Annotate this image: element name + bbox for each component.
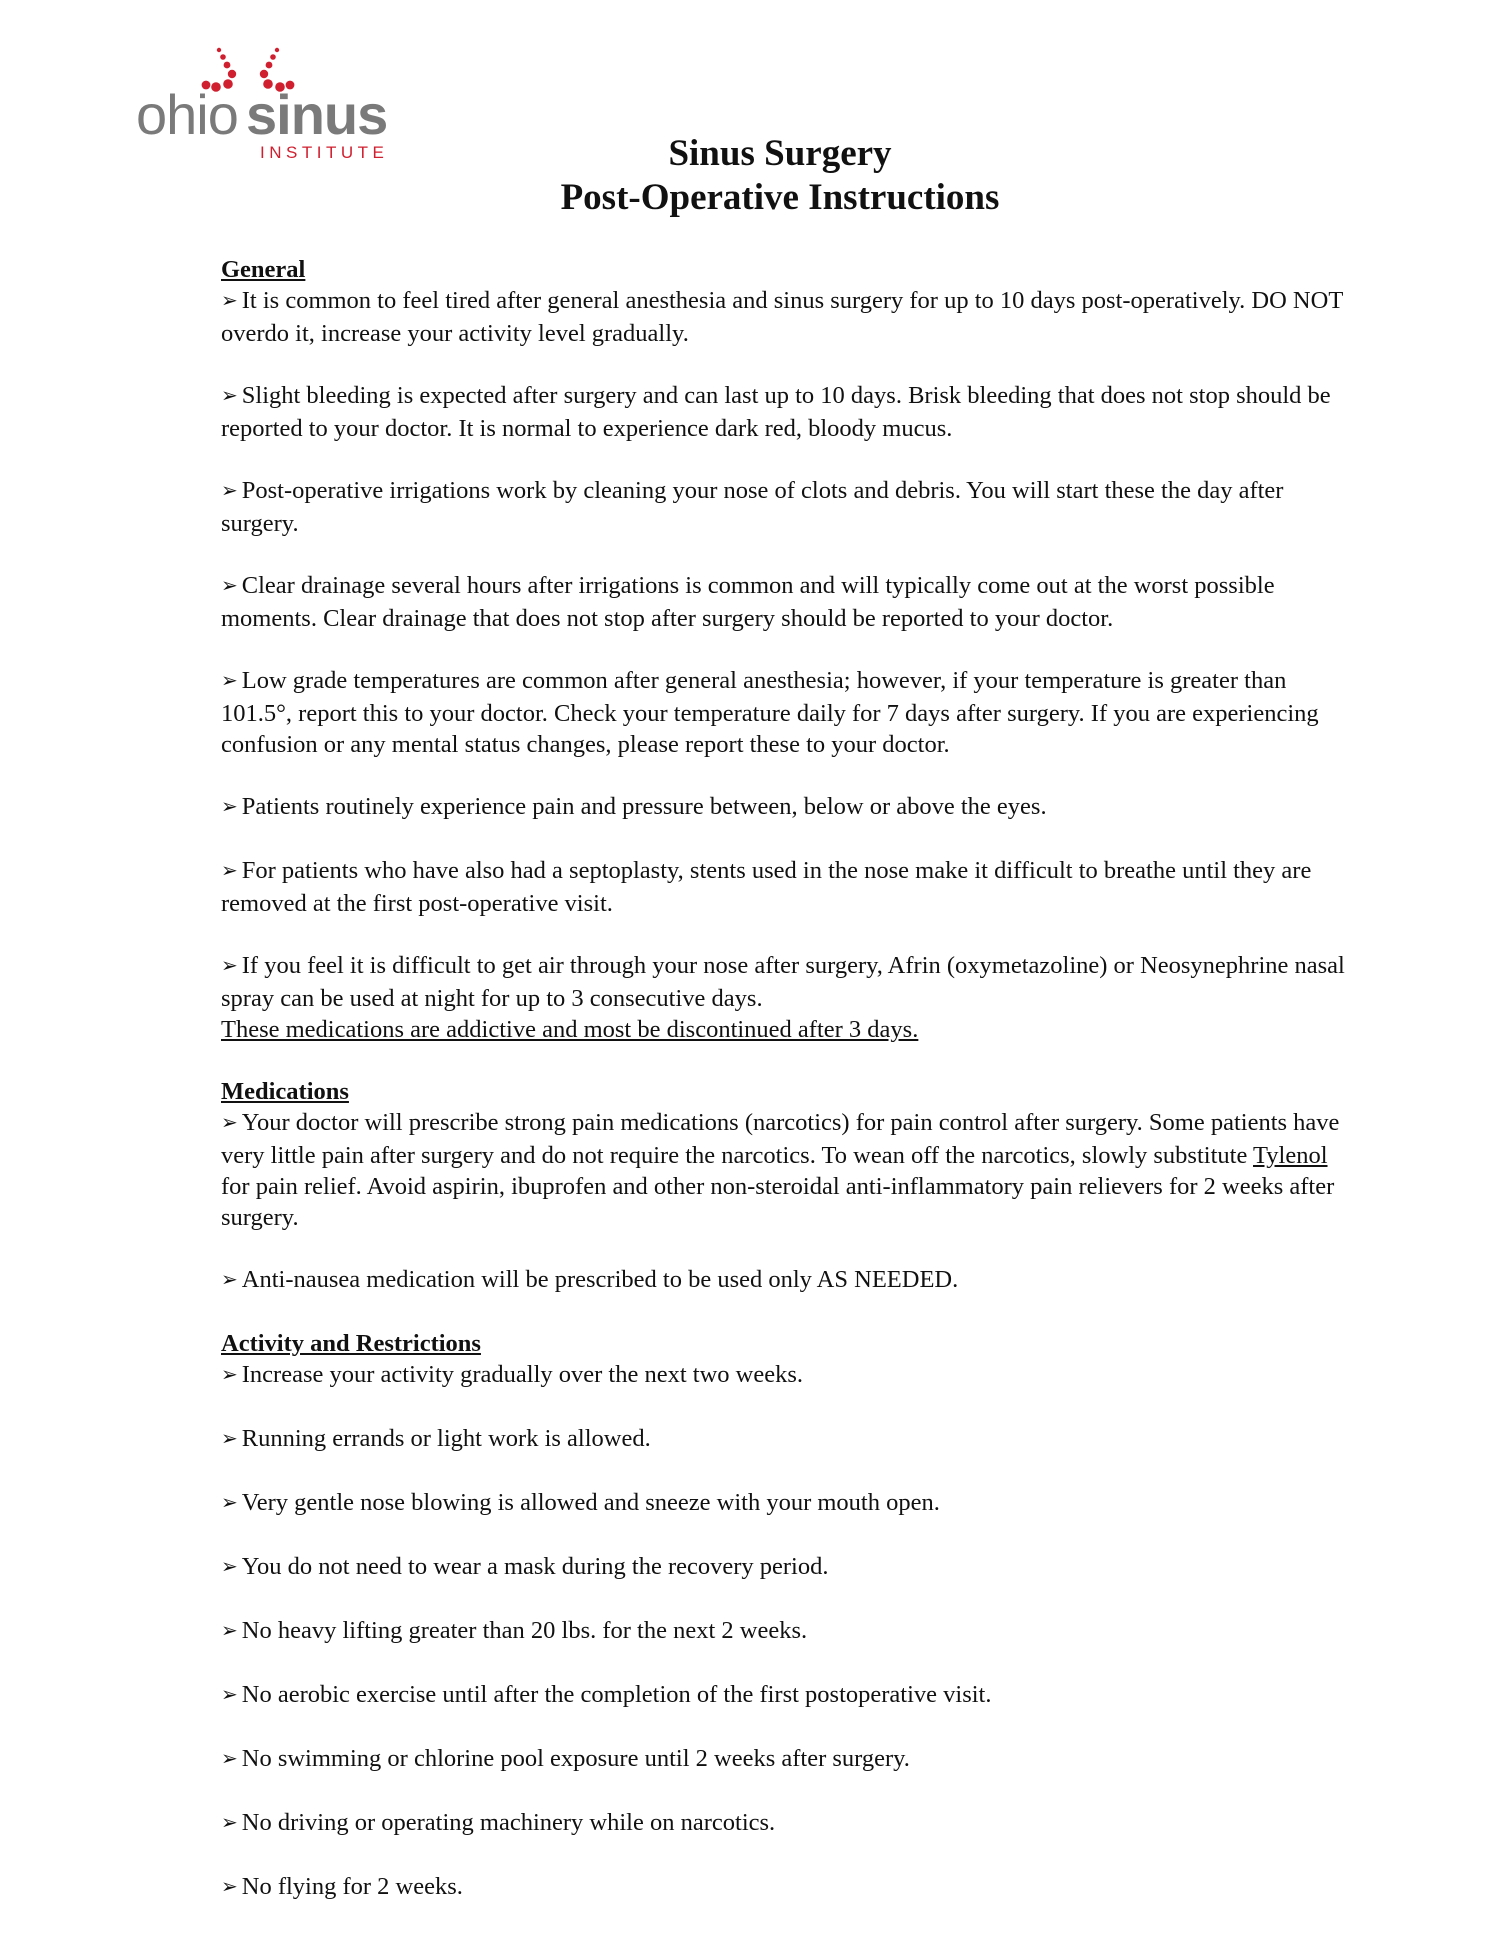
- arrow-bullet-icon: ➢: [221, 1620, 238, 1642]
- list-item-afrin: ➢ If you feel it is difficult to get air through your nose after surgery, Afrin (oxymetazoline) or Neosynephrine nasal spray can be used at night for up to 3 consecutive days. These medications are addictive and most be discontinued after 3 days.: [221, 952, 1345, 1043]
- list-item: ➢ You do not need to wear a mask during the recovery period.: [221, 1551, 1361, 1584]
- list-item: ➢ For patients who have also had a septoplasty, stents used in the nose make it difficult to breathe until they are removed at the first post-operative visit.: [221, 857, 1312, 917]
- tylenol-text: Tylenol: [1253, 1142, 1328, 1169]
- section-heading-activity: Activity and Restrictions: [221, 1330, 481, 1357]
- list-item: ➢ Running errands or light work is allowed.: [221, 1423, 1361, 1456]
- list-item: ➢ Post-operative irrigations work by cleaning your nose of clots and debris. You will start these the day after surgery.: [221, 477, 1284, 537]
- section-heading-general: General: [221, 256, 306, 283]
- list-item: ➢ Anti-nausea medication will be prescribed to be used only AS NEEDED.: [221, 1264, 1361, 1297]
- arrow-bullet-icon: ➢: [221, 290, 238, 312]
- afrin-warning: These medications are addictive and most be discontinued after 3 days.: [221, 1016, 919, 1043]
- list-item: ➢ No flying for 2 weeks.: [221, 1871, 1361, 1904]
- arrow-bullet-icon: ➢: [221, 1876, 238, 1898]
- arrow-bullet-icon: ➢: [221, 1812, 238, 1834]
- list-item: ➢ Very gentle nose blowing is allowed and sneeze with your mouth open.: [221, 1487, 1361, 1520]
- section-heading-medications: Medications: [221, 1078, 349, 1105]
- title-line-1: Sinus Surgery: [668, 133, 892, 174]
- arrow-bullet-icon: ➢: [221, 575, 238, 597]
- title-line-2: Post-Operative Instructions: [560, 177, 1000, 218]
- arrow-bullet-icon: ➢: [221, 480, 238, 502]
- list-item: ➢ Your doctor will prescribe strong pain medications (narcotics) for pain control after surgery. Some patients have very little pain after surgery and do not require the narcotics. To wean off the narcotics, slowly substitute Tylenol for pain relief. Avoid aspirin, ibuprofen and other non-steroidal anti-inflammatory pain relievers for 2 weeks after surgery.: [221, 1109, 1340, 1231]
- arrow-bullet-icon: ➢: [221, 860, 238, 882]
- arrow-bullet-icon: ➢: [221, 1428, 238, 1450]
- arrow-bullet-icon: ➢: [221, 1269, 238, 1291]
- list-item: ➢ No driving or operating machinery while on narcotics.: [221, 1807, 1361, 1840]
- list-item: ➢ Increase your activity gradually over the next two weeks.: [221, 1359, 1361, 1392]
- title-block: [0, 132, 1500, 220]
- arrow-bullet-icon: ➢: [221, 1556, 238, 1578]
- list-item: ➢ It is common to feel tired after general anesthesia and sinus surgery for up to 10 days post-operatively. DO NOT overdo it, increase your activity level gradually.: [221, 287, 1343, 347]
- list-item: ➢ No heavy lifting greater than 20 lbs. for the next 2 weeks.: [221, 1615, 1361, 1648]
- list-item: ➢ Clear drainage several hours after irrigations is common and will typically come out at the worst possible moments. Clear drainage that does not stop after surgery should be reported to your doctor.: [221, 572, 1275, 632]
- arrow-bullet-icon: ➢: [221, 1112, 238, 1134]
- arrow-bullet-icon: ➢: [221, 670, 238, 692]
- arrow-bullet-icon: ➢: [221, 1364, 238, 1386]
- list-item: ➢ No aerobic exercise until after the completion of the first postoperative visit.: [221, 1679, 1361, 1712]
- arrow-bullet-icon: ➢: [221, 385, 238, 407]
- arrow-bullet-icon: ➢: [221, 796, 238, 818]
- list-item: ➢ Patients routinely experience pain and pressure between, below or above the eyes.: [221, 791, 1361, 824]
- logo-word-ohio: ohio: [136, 83, 238, 146]
- list-item: ➢ No swimming or chlorine pool exposure until 2 weeks after surgery.: [221, 1743, 1361, 1776]
- list-item: ➢ Slight bleeding is expected after surgery and can last up to 10 days. Brisk bleeding that does not stop should be reported to your doctor. It is normal to experience dark red, bloody mucus.: [221, 382, 1331, 442]
- instructions-body: [221, 254, 1361, 1935]
- arrow-bullet-icon: ➢: [221, 955, 238, 977]
- logo-word-sinus: sinus: [246, 83, 388, 146]
- list-item: ➢ Low grade temperatures are common after general anesthesia; however, if your temperature is greater than 101.5°, report this to your doctor. Check your temperature daily for 7 days after surgery. If you are experiencing confusion or any mental status changes, please report these to your doctor.: [221, 667, 1319, 758]
- logo-word-institute: INSTITUTE: [260, 143, 389, 162]
- arrow-bullet-icon: ➢: [221, 1684, 238, 1706]
- arrow-bullet-icon: ➢: [221, 1748, 238, 1770]
- arrow-bullet-icon: ➢: [221, 1492, 238, 1514]
